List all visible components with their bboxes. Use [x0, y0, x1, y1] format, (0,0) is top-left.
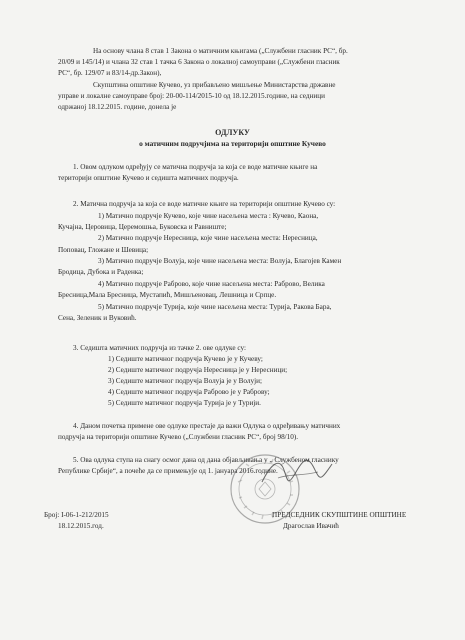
article-4-line-1: 4. Даном почетка примене ове одлуке престаје да важи Одлука о одређивању матичних — [73, 422, 341, 430]
article-2-line-8: 4) Матично подручје Раброво, које чине насељена места: Раброво, Велика — [98, 280, 325, 288]
article-2-line-3: Кучајна, Церовица, Церемошња, Буковска и Равниште; — [58, 223, 227, 231]
preamble-line-3: РС“, бр. 129/07 и 83/14-др.Закон), — [58, 69, 162, 77]
article-2-line-9: Бресница,Мала Бресница, Мустапић, Мишљеновац, Лешница и Српце. — [58, 291, 277, 299]
article-2-line-1: 2. Матична подручја за која се воде матичне књиге на територији општине Кучево су: — [73, 200, 336, 208]
article-2-line-6: 3) Матично подручје Волуја, које чине насељена места: Волуја, Благојев Камен — [98, 257, 342, 265]
article-4-line-2: подручја на територији општине Кучево („Службени гласник РС“, број 98/10). — [58, 433, 299, 441]
signature — [258, 452, 338, 492]
article-2-line-2: 1) Матично подручје Кучево, које чине насељена места : Кучево, Каона, — [98, 212, 319, 220]
signatory-role: ПРЕДСЕДНИК СКУПШТИНЕ ОПШТИНЕ — [272, 511, 407, 519]
preamble-line-1: На основу члана 8 став 1 Закона о матичним књигама („Службени гласник РС“, бр. — [93, 47, 348, 55]
article-5-line-1: 5. Ова одлука ступа на снагу осмог дана од дана објављивања у „ Службеном гласнику — [73, 456, 339, 464]
article-3-item-3: 3) Седиште матичног подручја Волуја је у Волуји; — [108, 377, 262, 385]
document-number: Број: I-06-1-212/2015 — [44, 511, 109, 519]
article-3-item-1: 1) Седиште матичног подручја Кучево је у Кучеву; — [108, 355, 263, 363]
article-2-line-10: 5) Матично подручје Турија, које чине насељена места: Турија, Ракова Бара, — [98, 303, 332, 311]
article-2-line-5: Поповац, Гложане и Шевица; — [58, 246, 149, 254]
article-2-line-11: Сена, Зеленик и Вуковић. — [58, 314, 137, 322]
article-1-line-1: 1. Овом одлуком одређују се матична подручја за која се воде матичне књиге на — [73, 163, 318, 171]
preamble-line-2: 20/09 и 145/14) и члана 32 став 1 тачка 6 Закона о локалној самоуправи („Службени гласник — [58, 58, 340, 66]
document-subtitle: о матичним подручјима на територији општине Кучево — [139, 139, 326, 148]
document-date: 18.12.2015.год. — [58, 522, 104, 530]
article-3-item-4: 4) Седиште матичног подручја Раброво је у Раброву; — [108, 388, 270, 396]
article-3-item-5: 5) Седиште матичног подручја Турија је у Турији. — [108, 399, 261, 407]
document-title: ОДЛУКУ — [215, 128, 250, 137]
preamble-line-4: Скупштина општине Кучево, уз прибављено мишљење Министарства државне — [93, 81, 336, 89]
article-2-line-4: 2) Матично подручје Нересница, које чине насељена места: Нересница, — [98, 234, 318, 242]
article-5-line-2: Републике Србије“, а почеће да се примењује од 1. јануара 2016.године. — [58, 467, 278, 475]
signatory-name: Драгослав Ивачић — [283, 522, 339, 530]
preamble-line-6: одржаној 18.12.2015. године, донела је — [58, 103, 177, 111]
article-3-item-2: 2) Седиште матичног подручја Нересница је у Нересници; — [108, 366, 288, 374]
article-3-line-1: 3. Седишта матичних подручја из тачке 2. ове одлуке су: — [73, 344, 246, 352]
article-2-line-7: Бродица, Дубока и Раденка; — [58, 268, 144, 276]
preamble-line-5: управе и локалне самоуправе број: 20-00-114/2015-10 од 18.12.2015.године, на седници — [58, 92, 325, 100]
article-1-line-2: територији општине Кучево и седишта матичних подручја. — [58, 174, 239, 182]
